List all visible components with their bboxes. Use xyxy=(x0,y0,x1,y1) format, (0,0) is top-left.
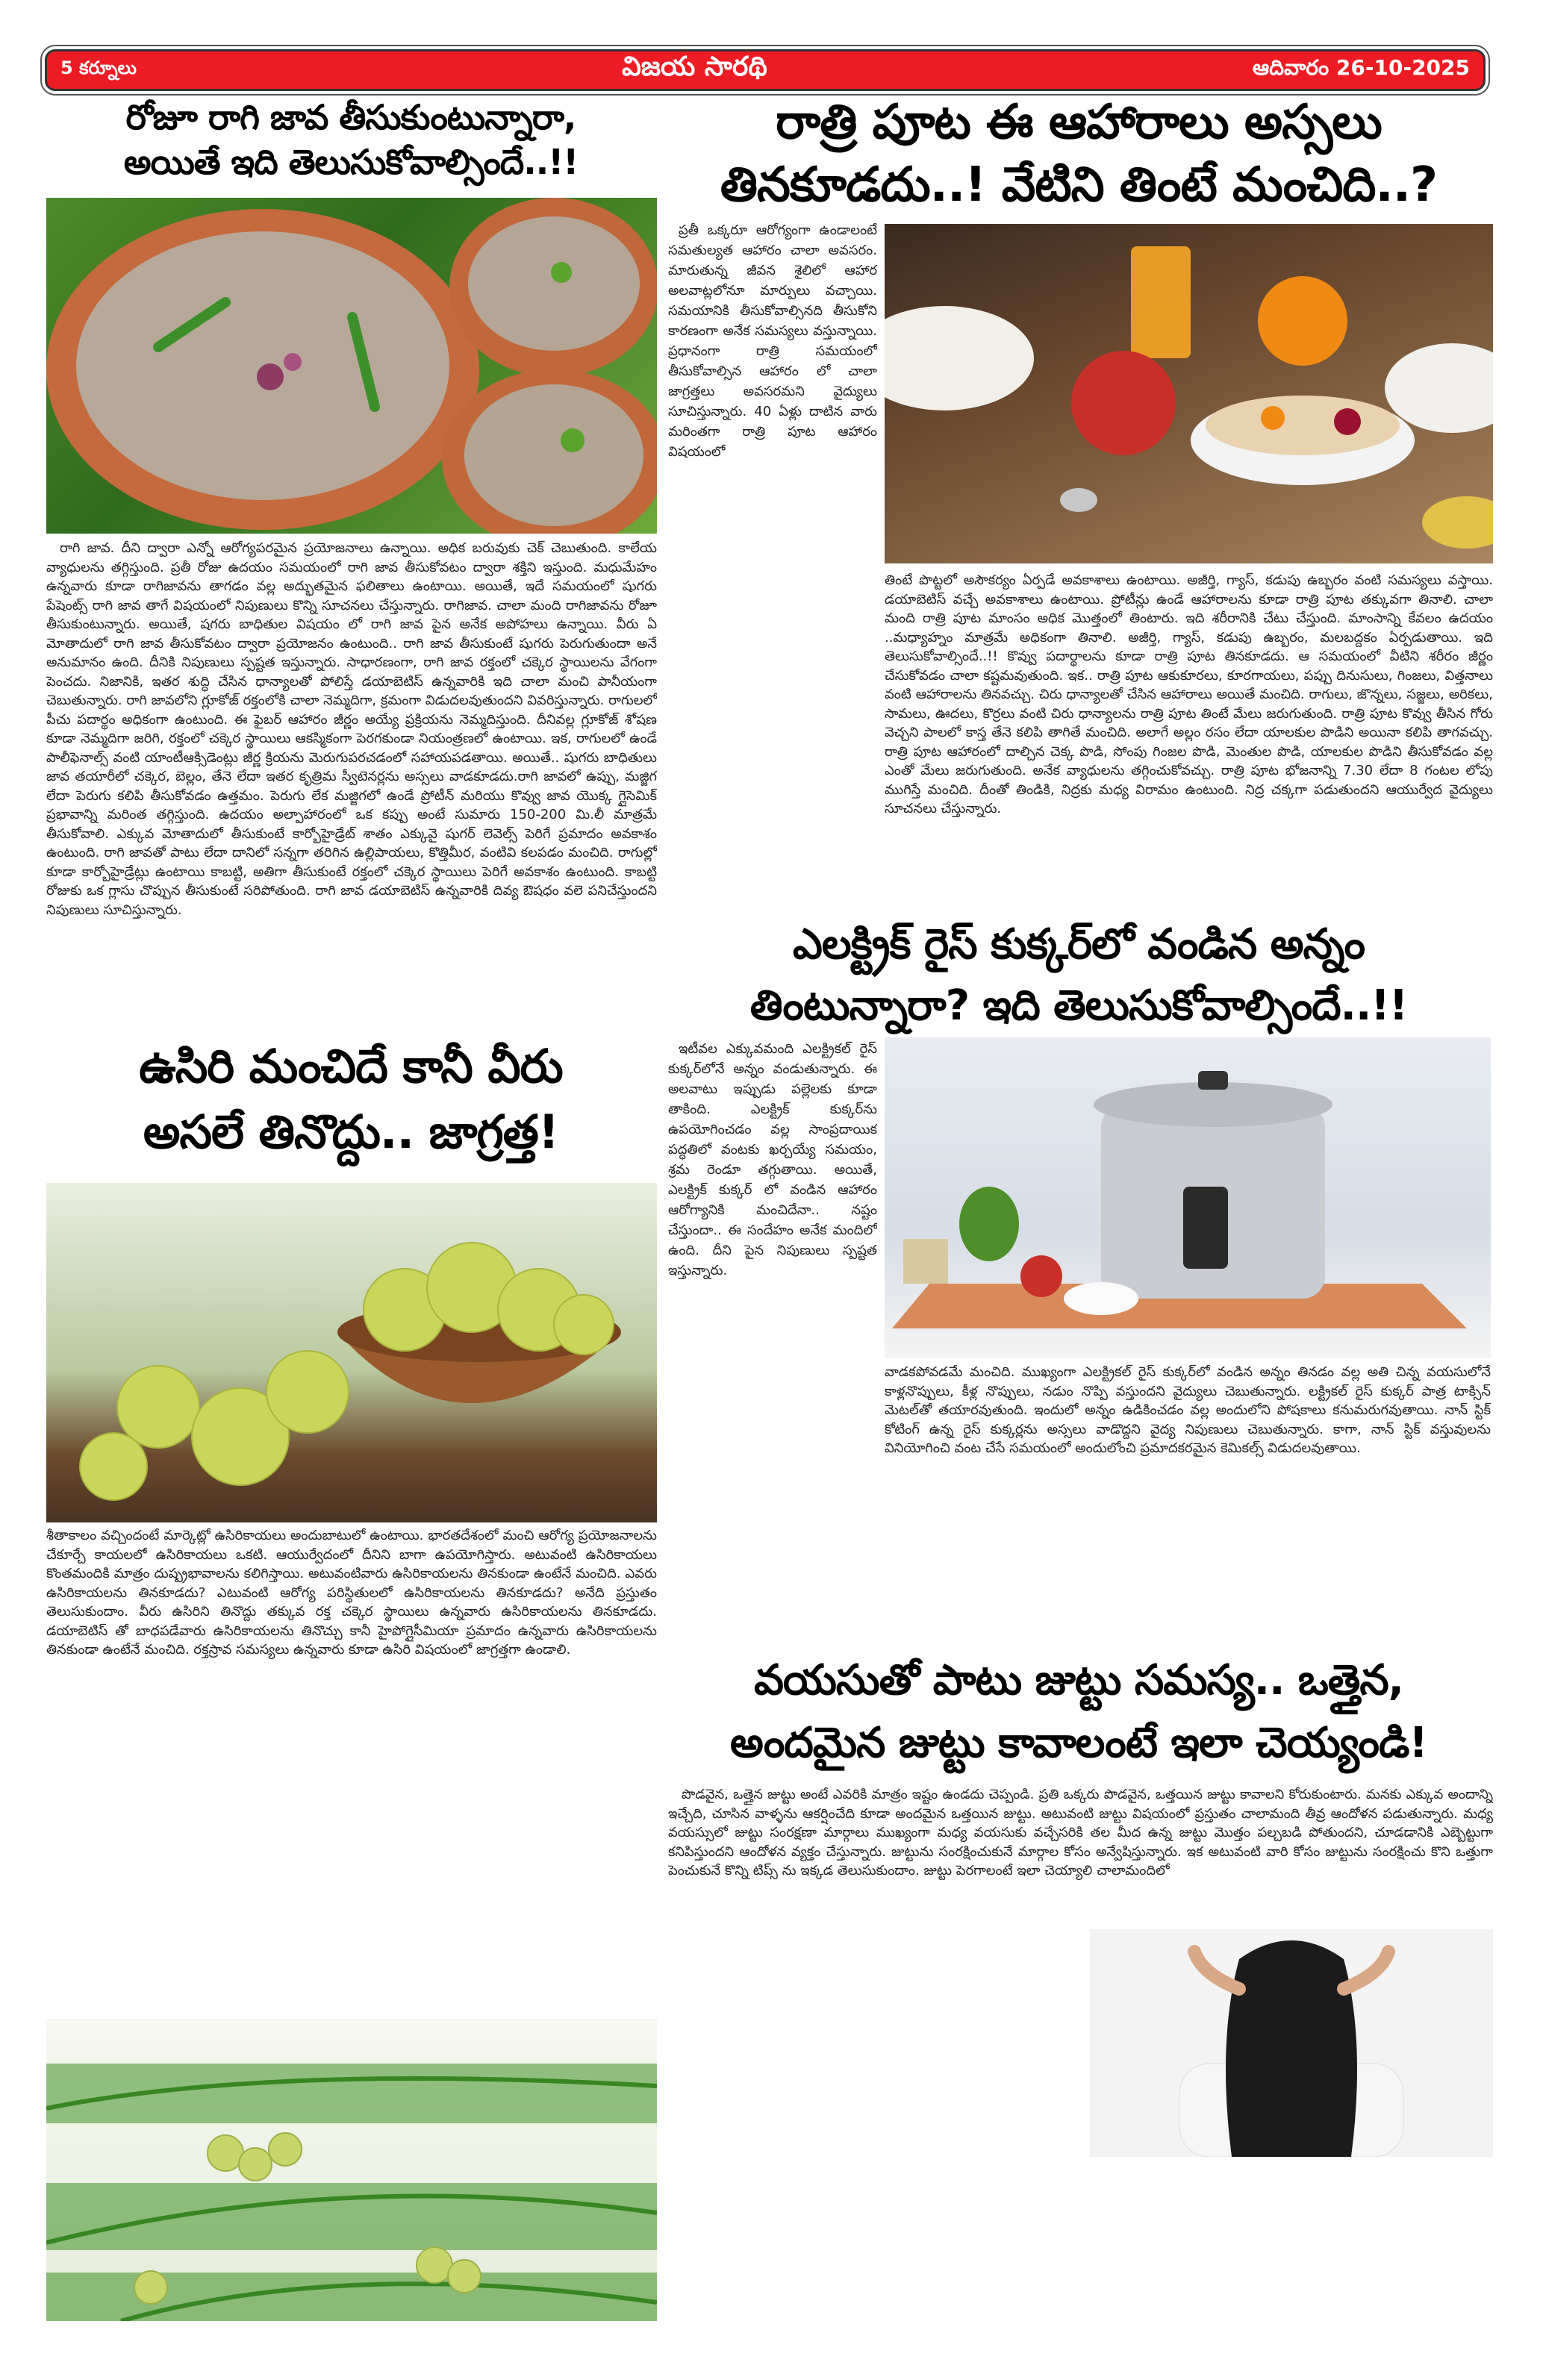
amla-illustration xyxy=(46,1183,657,1522)
headline-line: వయసుతో పాటు జుట్టు సమస్య.. ఒత్తైన, xyxy=(754,1656,1403,1705)
amla-image xyxy=(46,1183,657,1522)
night-food-image xyxy=(885,224,1493,563)
hair-image xyxy=(1090,1929,1493,2157)
night-food-headline xyxy=(664,91,1493,216)
amla-tree-image xyxy=(46,2019,657,2321)
amla-body: శీతాకాలం వచ్చిందంటే మార్కెట్లో ఉసిరికాయలు అందుబాటులో ఉంటాయి. భారతదేశంలో మంచి ఆరోగ్య ప్రయోజనాలను చేకూర్చే కాయలలో ఉసిరికాయలు ఒకటి. ఆయుర్వేదంలో దీనిని బాగా ఉపయోగిస్తారు. అటువంటి ఉసిరికాయలు కొంతమందికి మాత్రం దుష్ప్రభావాలను కలిగిస్తాయి. అటువంటివారు ఉసిరికాయలను తినకుండా ఉంటేనే మంచిది. ఎవరు ఉసిరికాయలను తినకూడదు? ఎటువంటి ఆరోగ్య పరిస్థితులలో ఉసిరికాయలను తినకూడదు? అనేది ప్రస్తుతం తెలుసుకుందాం. వీరు ఉసిరిని తినొద్దు తక్కువ రక్త చక్కెర స్థాయిలు ఉన్నవారు ఉసిరికాయలను తినకూడదు. డయాబెటిస్ తో బాధపడేవారు ఉసిరికాయలను తినొచ్చు కానీ హైపోగ్లైసీమియా ప్రమాదం ఉన్నవారు ఉసిరికాయలను తినకుండా ఉంటేనే మంచిది. రక్తస్రావ సమస్యలు ఉన్నవారు కూడా ఉసిరి విషయంలో జాగ్రత్తగా ఉండాలి. xyxy=(46,1528,657,1658)
rice-cooker-illustration xyxy=(885,1037,1491,1358)
ragi-body: రాగి జావ. దీని ద్వారా ఎన్నో ఆరోగ్యపరమైన ప్రయోజనాలు ఉన్నాయి. అధిక బరువుకు చెక్ చెబుతుంది. కాలేయ వ్యాధులను తగ్గిస్తుంది. ప్రతీ రోజు ఉదయం సమయంలో రాగి జావ తీసుకోవటం ద్వారా శక్తిని ఇస్తుంది. మధుమేహం ఉన్నవారు కూడా రాగిజావను తాగడం వల్ల అద్భుతమైన ఫలితాలు ఉంటాయి. అయితే, ఇదే సమయంలో షుగరు పేషెంట్స్ రాగి జావ తాగే విషయంలో నిపుణులు కొన్ని సూచనలు చేస్తున్నారు. రాగిజావ. చాలా మంది రాగిజావను రోజూ తీసుకుంటున్నారు. అయితే, షగరు బాధితుల విషయం లో రాగి జావ పైన అనేక అపోహలు ఉన్నాయి. వీరు ఏ మోతాదులో రాగి జావ తీసుకోవటం ద్వారా ప్రయోజనం ఉంటుంది.. రాగి జావ తీసుకుంటే షుగరు పెరుగుతుందా అనే అనుమానం ఉంది. దీనికి నిపుణులు స్పష్టత ఇస్తున్నారు. సాధారణంగా, రాగి జావ రక్తంలో చక్కెర స్థాయిలను వేగంగా పెంచదు. నిజానికి, ఇతర శుద్ధి చేసిన ధాన్యాలతో పోలిస్తే డయాబెటిస్ ఉన్నవారికి ఇది చాలా మంచి పానీయంగా చెబుతున్నారు. రాగి జావలోని గ్లూకోజ్ రక్తంలోకి చాలా నెమ్మదిగా, క్రమంగా విడుదలవుతుందని వివరిస్తున్నారు. రాగులలో పీచు పదార్థం అధికంగా ఉంటుంది. ఈ ఫైబర్ ఆహారం జీర్ణం అయ్యే ప్రక్రియను నెమ్మదిస్తుంది. దీనివల్ల గ్లూకోజ్ శోషణ కూడా నెమ్మదిగా జరిగి, రక్తంలో చక్కెర స్థాయిలు ఆకస్మికంగా పెరగకుండా నియంత్రణలో ఉంటాయి. ఇక, రాగులలో ఉండే పాలీఫెనాల్స్ వంటి యాంటీఆక్సిడెంట్లు జీర్ణ క్రియను మెరుగుపరచడంలో సహాయపడతాయి. అయితే.. షుగరు బాధితులు జావ తయారీలో చక్కెర, బెల్లం, తేనె లేదా ఇతర కృత్రిమ స్వీటెనర్లను అస్సలు వాడకూడదు.రాగి జావలో ఉప్పు, మజ్జిగ లేదా పెరుగు కలిపి తీసుకోవడం ఉత్తమం. పెరుగు లేక మజ్జిగలో ఉండే ప్రోటీన్ మరియు కొవ్వు జావ యొక్క గ్లైసెమిక్ ప్రభావాన్ని మరింత తగ్గిస్తుంది. ఉదయం అల్పాహారంలో ఒక కప్పు అంటే సుమారు 150-200 మి.లీ మాత్రమే తీసుకోవాలి. ఎక్కువ మోతాదులో తీసుకుంటే కార్బోహైడ్రేట్ శాతం ఎక్కువై షుగర్ లెవెల్స్ పెరిగే ప్రమాదం అవకాశం ఉంటుంది. రాగి జావతో పాటు లేదా దానిలో సన్నగా తరిగిన ఉల్లిపాయలు, కొత్తిమీర, వంటివి కలపడం మంచిది. రాగుల్లో కూడా కార్బోహైడ్రేట్లు ఉంటాయి కాబట్టి, అతిగా తీసుకుంటే రక్తంలో చక్కెర స్థాయిలు పెరిగే అవకాశం ఉంటుంది. కాబట్టి రోజుకు ఒక గ్లాసు చొప్పున తీసుకుంటే సరిపోతుంది. రాగి జావ డయాబెటిస్ ఉన్నవారికి దివ్య ఔషధం వలె పనిచేస్తుందని నిపుణులు సూచిస్తున్నారు. xyxy=(46,540,657,918)
headline-line: తినకూడదు..! వేటిని తింటే మంచిది..? xyxy=(720,157,1438,213)
night-food-body: తింటే పొట్టలో అసౌకర్యం ఏర్పడే అవకాశాలు ఉంటాయి. అజీర్తి, గ్యాస్, కడుపు ఉబ్బరం వంటి సమస్యలు వస్తాయి. డయాబెటిస్ వచ్చే అవకాశాలు ఉంటాయి. ప్రోటీన్లు ఉండే ఆహారాలను కూడా రాత్రి పూట తక్కువగా తినాలి. చాలా మంది రాత్రి పూట మాంసం అధిక మొత్తంలో తింటారు. ఇది శరీరానికి చేటు చేస్తుంది. మాంసాన్ని కేవలం ఉదయం ..మధ్యాహ్నం మాత్రమే అధికంగా తినాలి. అజీర్తి, గ్యాస్, కడుపు ఉబ్బరం, మలబద్దకం ఏర్పడుతాయి. ఇది తెలుసుకోవాల్సిందే..!! కొవ్వు పదార్థాలను కూడా రాత్రి పూట తినకూడదు. ఆ సమయంలో వీటిని శరీరం జీర్ణం చేసుకోవడం చాలా కష్టమవుతుంది. ఇక.. రాత్రి పూట ఆకుకూరలు, కూరగాయలు, పప్పు దినుసులు, గింజలు, విత్తనాలు వంటి ఆహారాలను తినవచ్చు. చిరు ధాన్యాలతో చేసిన ఆహారాలు అయితే మంచిది. రాగులు, జొన్నలు, సజ్జలు, అరికలు, సామలు, ఊదలు, కొర్రలు వంటి చిరు ధాన్యాలను రాత్రి పూట తింటే మేలు జరుగుతుంది. రాత్రి పూట కొవ్వు తీసిన గోరు వెచ్చని పాలలో కాస్త తేనె కలిపి తాగితే మంచిది. అలాగే అల్లం రసం లేదా యాలకుల పొడిని అయినా కలిపి తాగవచ్చు. రాత్రి పూట ఆహారంలో దాల్చిన చెక్క పొడి, సోంపు గింజల పొడి, మెంతుల పొడి, యాలకుల పొడిని తీసుకోవడం వల్ల ఎంతో మేలు జరుగుతుంది. అనేక వ్యాధులను తగ్గించుకోవచ్చు. రాత్రి పూట భోజనాన్ని 7.30 లేదా 8 గంటల లోపు ముగిస్తే మంచిది. దీంతో తిండికి, నిద్రకు మధ్య విరామం ఉంటుంది. నిద్ర చక్కగా పడుతుందని ఆయుర్వేద వైద్యులు సూచనలు చేస్తున్నారు. xyxy=(885,572,1493,816)
headline-line: అసలే తినొద్దు.. జాగ్రత్త! xyxy=(143,1105,559,1159)
hair-body-top: పొడవైన, ఒత్తైన జుట్టు అంటే ఎవరికి మాత్రం ఇష్టం ఉండదు చెప్పండి. ప్రతి ఒక్కరు పొడవైన, ఒత్తయిన జుట్టు కావాలని కోరుకుంటారు. మనకు ఎక్కువ అందాన్ని ఇచ్చేది, చూసిన వాళ్ళను ఆకర్షించేది కూడా అందమైన ఒత్తయిన జుట్టు. అటువంటి జుట్టు విషయంలో ప్రస్తుతం చాలామంది తీవ్ర ఆందోళన పడుతున్నారు. మధ్య వయస్సులో జుట్టు సంరక్షణా మార్గాలు ముఖ్యంగా మధ్య వయసుకు వచ్చేసరికి తల మీద ఉన్న జుట్టు మొత్తం పల్చబడి పోతుందని, చూడడానికి ఎబ్బెట్టుగా కనిపిస్తుందని ఆందోళన వ్యక్తం చేస్తున్నారు. జుట్టును సంరక్షించుకునే మార్గాల కోసం అన్వేషిస్తున్నారు. ఇక అటువంటి వారి కోసం జుట్టును సంరక్షించు కొని ఒత్తుగా పెంచుకునే కొన్ని టిప్స్ ను ఇక్కడ తెలుసుకుందాం. జుట్టు పెరగాలంటే ఇలా చెయ్యాలి చాలామందిలో xyxy=(668,1787,1493,1878)
amla-tree-illustration xyxy=(46,2019,657,2321)
ragi-image xyxy=(46,198,657,534)
breakfast-illustration xyxy=(885,224,1493,563)
woman-hair-illustration xyxy=(1090,1929,1493,2157)
issue-date: ఆదివారం 26-10-2025 xyxy=(1252,55,1470,80)
headline-line: రాత్రి పూట ఈ ఆహారాలు అస్సలు xyxy=(776,95,1382,150)
hair-headline xyxy=(664,1649,1493,1775)
headline-line: ఎలక్ట్రిక్ రైస్ కుక్కర్‌లో వండిన అన్నం xyxy=(793,920,1365,969)
page-label: 5 కర్నూలు xyxy=(60,57,137,78)
masthead xyxy=(45,49,1486,91)
night-food-column: ప్రతీ ఒక్కరూ ఆరోగ్యంగా ఉండాలంటే సమతుల్యత ఆహారం చాలా అవసరం. మారుతున్న జీవన శైలిలో ఆహార అలవాట్లలోనూ మార్పులు వచ్చాయి. సమయానికి తీసుకోవాల్సినది తీసుకోని కారణంగా అనేక సమస్యలు వస్తున్నాయి. ప్రధానంగా రాత్రి సమయంలో తీసుకోవాల్సిన ఆహారం లో చాలా జాగ్రత్తలు అవసరమని వైద్యులు సూచిస్తున్నారు. 40 ఏళ్లు దాటిన వారు మరింతగా రాత్రి పూట ఆహారం విషయంలో xyxy=(668,222,877,460)
rice-cooker-image xyxy=(885,1037,1491,1358)
rice-cooker-body: వాడకపోవడమే మంచిది. ముఖ్యంగా ఎలక్ట్రికల్ రైస్ కుక్కర్‌లో వండిన అన్నం తినడం వల్ల అతి చిన్న వయసులోనే కాళ్లనొప్పులు, కీళ్ల నొప్పులు, నడుం నొప్పి వస్తుందని వైద్యులు చెబుతున్నారు. లక్ట్రికల్ రైస్ కుక్కర్ పాత్ర టాక్సిన్ మెటల్‌తో తయారవుతుంది. ఇందులో అన్నం ఉడికించడం వల్ల అందులోని పోషకాలు కనుమరుగవుతాయి. నాన్ స్టిక్ కోటింగ్ ఉన్న రైస్ కుక్కర్లను అస్సలు వాడొద్దని వైద్య నిపుణులు చెబుతున్నారు. కాగా, నాన్ స్టిక్ వస్తువులను వినియోగించి వంట చేసే సమయంలో అందులోంచి ప్రమాదకరమైన కెమికల్స్ విడుదలవుతాయి. xyxy=(885,1364,1491,1456)
headline-line: ఉసిరి మంచిదే కానీ వీరు xyxy=(139,1039,563,1093)
headline-line: అందమైన జుట్టు కావాలంటే ఇలా చెయ్యండి! xyxy=(730,1719,1427,1767)
headline-line: తింటున్నారా? ఇది తెలుసుకోవాల్సిందే..!! xyxy=(749,981,1408,1030)
headline-line: రోజూ రాగి జావ తీసుకుంటున్నారా, xyxy=(125,97,576,137)
headline-line: అయితే ఇది తెలుసుకోవాల్సిందే..!! xyxy=(123,141,579,182)
paper-name: విజయ సారథి xyxy=(622,51,767,82)
ragi-headline xyxy=(45,96,657,185)
ragi-illustration xyxy=(46,198,657,534)
rice-cooker-column: ఇటీవల ఎక్కువమంది ఎలక్ట్రికల్ రైస్ కుక్కర్‌లోనే అన్నం వండుతున్నారు. ఈ అలవాటు ఇప్పుడు పల్లెలకు కూడా తాకింది. ఎలక్ట్రిక్ కుక్కర్‌ను ఉపయోగించడం వల్ల సాంప్రదాయిక పద్ధతిలో వంటకు ఖర్చయ్యే సమయం, శ్రమ రెండూ తగ్గుతాయి. అయితే, ఎలక్ట్రిక్ కుక్కర్ లో వండిన ఆహారం ఆరోగ్యానికి మంచిదేనా.. నష్టం చేస్తుందా.. ఈ సందేహం అనేక మందిలో ఉంది. దీని పైన నిపుణులు స్పష్టత ఇస్తున్నారు. xyxy=(668,1041,877,1278)
amla-headline xyxy=(45,1034,657,1165)
rice-cooker-headline xyxy=(664,914,1493,1037)
